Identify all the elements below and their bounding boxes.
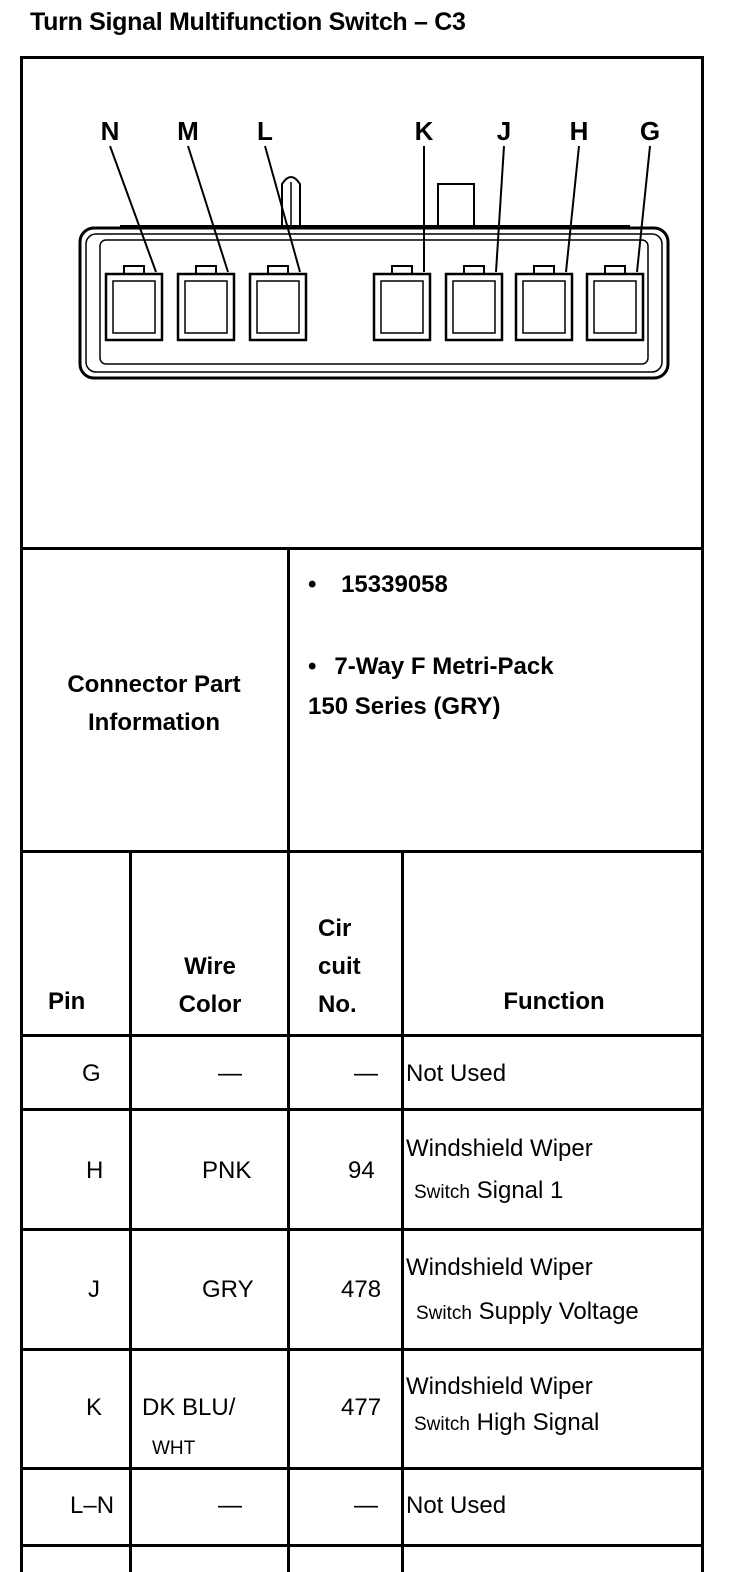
cell-function: Not Used bbox=[406, 1492, 507, 1519]
header-circuit-line3: No. bbox=[318, 991, 357, 1018]
cell-pin: K bbox=[86, 1394, 103, 1421]
pin-cavity-h bbox=[516, 266, 572, 340]
cell-wire-color: — bbox=[218, 1060, 242, 1087]
part-info-label-line1: Connector Part bbox=[67, 671, 241, 698]
cell-pin: L–N bbox=[70, 1492, 115, 1519]
cell-function-line1: Windshield Wiper bbox=[406, 1135, 593, 1162]
pin-label-k: K bbox=[414, 116, 434, 146]
pin-label-m: M bbox=[177, 116, 199, 146]
cell-function-suffix: High Signal bbox=[476, 1409, 600, 1436]
cell-wire-color: — bbox=[218, 1492, 242, 1519]
pin-label-h: H bbox=[569, 116, 589, 146]
cell-wire-color: DK BLU/ bbox=[142, 1394, 236, 1421]
cell-circuit: 478 bbox=[341, 1276, 382, 1303]
cell-circuit: — bbox=[354, 1492, 378, 1519]
page-title: Turn Signal Multifunction Switch – C3 bbox=[30, 8, 466, 36]
header-circuit-line2: cuit bbox=[318, 953, 361, 980]
divider bbox=[20, 1467, 704, 1470]
part-number-value: 15339058 bbox=[341, 571, 448, 598]
pin-label-j: J bbox=[496, 116, 512, 146]
pin-cavity-k bbox=[374, 266, 430, 340]
cell-function: Not Used bbox=[406, 1060, 507, 1087]
header-circuit-line1: Cir bbox=[318, 915, 352, 942]
connector-series: 150 Series (GRY) bbox=[308, 693, 501, 720]
cell-pin: H bbox=[86, 1157, 104, 1184]
cell-function-suffix: Signal 1 bbox=[476, 1177, 564, 1204]
cell-circuit: 477 bbox=[341, 1394, 382, 1421]
cell-function-prefix: Switch bbox=[414, 1182, 470, 1203]
pin-cavity-j bbox=[446, 266, 502, 340]
bullet: • bbox=[308, 571, 317, 598]
cell-pin: G bbox=[82, 1060, 101, 1087]
connector-illustration bbox=[0, 0, 736, 560]
cell-wire-color: PNK bbox=[202, 1157, 252, 1184]
pin-label-g: G bbox=[639, 116, 661, 146]
cell-function-prefix: Switch bbox=[414, 1414, 470, 1435]
pin-cavity-n bbox=[106, 266, 162, 340]
header-circuit-no bbox=[318, 910, 361, 1024]
pin-label-n: N bbox=[100, 116, 120, 146]
pin-cavity-m bbox=[178, 266, 234, 340]
part-info-label bbox=[20, 666, 288, 742]
divider bbox=[20, 547, 704, 550]
pin-cavity-g bbox=[587, 266, 643, 340]
cell-function-line1: Windshield Wiper bbox=[406, 1254, 593, 1281]
bullet: • bbox=[308, 653, 317, 680]
header-wire-color bbox=[132, 948, 288, 1024]
divider bbox=[20, 1544, 704, 1547]
cell-wire-color: GRY bbox=[202, 1276, 254, 1303]
cell-circuit: 94 bbox=[348, 1157, 375, 1184]
cell-function-line1: Windshield Wiper bbox=[406, 1373, 593, 1400]
divider bbox=[20, 850, 704, 853]
pin-label-l: L bbox=[257, 116, 273, 146]
cell-circuit: — bbox=[354, 1060, 378, 1087]
connector-latch bbox=[438, 184, 474, 232]
column-divider bbox=[401, 850, 404, 1572]
connector-type: 7-Way F Metri-Pack bbox=[334, 653, 554, 680]
cell-wire-color-line2: WHT bbox=[152, 1438, 196, 1459]
cell-pin: J bbox=[88, 1276, 100, 1303]
pin-labels bbox=[101, 116, 661, 146]
connector-cavities bbox=[106, 266, 643, 340]
pin-cavity-l bbox=[250, 266, 306, 340]
divider bbox=[20, 1108, 704, 1111]
divider bbox=[20, 1228, 704, 1231]
header-wire-line2: Color bbox=[178, 991, 242, 1018]
cell-function-line2 bbox=[414, 1409, 599, 1437]
header-pin: Pin bbox=[48, 988, 86, 1015]
header-function: Function bbox=[503, 988, 605, 1015]
header-wire-line1: Wire bbox=[184, 953, 236, 980]
cell-function-line2 bbox=[414, 1177, 563, 1205]
cell-function-suffix: Supply Voltage bbox=[478, 1298, 639, 1325]
part-number bbox=[308, 571, 448, 599]
divider bbox=[20, 1034, 704, 1037]
cell-function-line2 bbox=[416, 1298, 639, 1326]
connector-description bbox=[308, 647, 554, 727]
cell-function-prefix: Switch bbox=[416, 1303, 472, 1324]
part-info-label-line2: Information bbox=[88, 709, 220, 736]
divider bbox=[20, 1348, 704, 1351]
